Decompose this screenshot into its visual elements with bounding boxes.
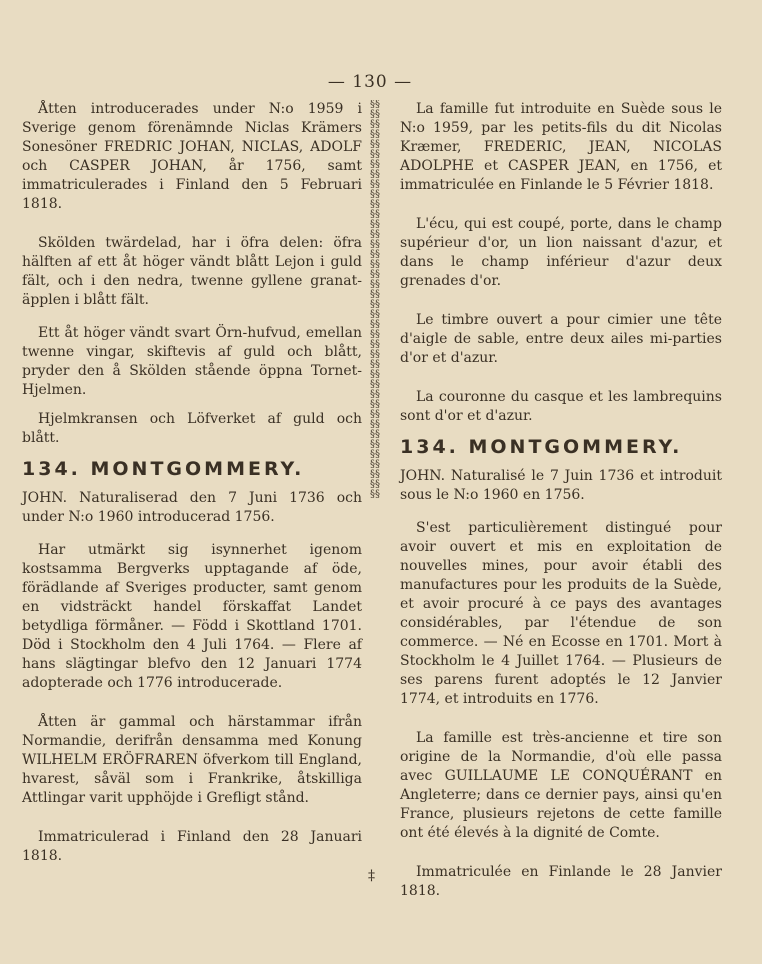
left-paragraph-3: Ett åt höger vändt svart Örn-hufvud, emellan twenne vingar, skiftevis af guld och blått, pryder den å Skölden stående öppna Tornet-Hjelmen. (22, 325, 362, 398)
swedish-column (22, 100, 362, 866)
right-paragraph-5: JOHN. Naturalisé le 7 Juin 1736 et introduit sous le N:o 1960 en 1756. (400, 468, 722, 503)
column-divider: §§§§§§§§§§§§§§§§§§§§§§§§§§§§§§§§§§§§§§§§§§§§§§§§§§§§§§§§§§§§§§§§§§§§§§§§§§§§§§§§ (370, 100, 380, 500)
right-paragraph-3: Le timbre ouvert a pour cimier une tête d'aigle de sable, entre deux ailes mi-parties d'or et d'azur. (400, 312, 722, 366)
right-paragraph-2: L'écu, qui est coupé, porte, dans le champ supérieur d'or, un lion naissant d'azur, et dans le champ inférieur d'azur deux grenades d'or. (400, 216, 722, 289)
left-paragraph-5: JOHN. Naturaliserad den 7 Juni 1736 och under N:o 1960 introducerad 1756. (22, 490, 362, 525)
right-heading: 134. MONTGOMMERY. (400, 436, 683, 458)
left-paragraph-8: Immatriculerad i Finland den 28 Januari 1818. (22, 829, 362, 864)
left-heading: 134. MONTGOMMERY. (22, 458, 305, 480)
left-paragraph-1: Åtten introducerades under N:o 1959 i Sverige genom förenämnde Niclas Krämers Sonesöner FREDRIC JOHAN, NICLAS, ADOLF och CASPER JOHAN, år 1756, samt immatriculerades i Finland den 5 Februari 1818. (22, 101, 362, 212)
left-paragraph-7: Åtten är gammal och härstammar ifrån Normandie, derifrån densamma med Konung WILHELM ERÖFRAREN öfverkom till England, hvarest, såväl som i Frankrike, åtskilliga Attlingar varit upphöjde i Grefligt stånd. (22, 714, 362, 806)
right-paragraph-8: Immatriculée en Finlande le 28 Janvier 1818. (400, 864, 722, 899)
left-paragraph-2: Skölden twärdelad, har i öfra delen: öfra hälften af ett åt höger vändt blått Lejon i guld fält, och i den nedra, twenne gyllene granat-äpplen i blått fält. (22, 235, 362, 308)
left-paragraph-4: Hjelmkransen och Löfverket af guld och blått. (22, 411, 362, 446)
right-paragraph-4: La couronne du casque et les lambrequins sont d'or et d'azur. (400, 389, 722, 424)
divider-end-icon: ‡ (368, 868, 375, 884)
left-paragraph-6: Har utmärkt sig isynnerhet igenom kostsamma Bergverks upptagande af öde, förädlande af Sveriges producter, samt genom en vidsträckt handel förskaffat Landet betydliga förmåner. — Född i Skottland 1701. Död i Stockholm den 4 Juli 1764. — Flere af hans slägtingar blefvo den 12 Januari 1774 adopterade och 1776 introducerade. (22, 542, 362, 691)
right-paragraph-1: La famille fut introduite en Suède sous le N:o 1959, par les petits-fils du dit Nicolas Kræmer, FREDERIC, JEAN, NICOLAS ADOLPHE et CASPER JEAN, en 1756, et immatriculée en Finlande le 5 Février 1818. (400, 101, 722, 193)
right-paragraph-7: La famille est très-ancienne et tire son origine de la Normandie, d'où elle passa avec GUILLAUME LE CONQUÉRANT en Angleterre; dans ce dernier pays, ainsi qu'en France, plusieurs rejetons de cette famille ont été élevés à la dignité de Comte. (400, 730, 722, 841)
right-paragraph-6: S'est particulièrement distingué pour avoir ouvert et mis en exploitation de nouvelles mines, pour avoir établi des manufactures pour les produits de la Suède, et avoir procuré à ce pays des avantages considérables, par l'étendue de son commerce. — Né en Ecosse en 1701. Mort à Stockholm le 4 Juillet 1764. — Plusieurs de ses parens furent adoptés le 12 Janvier 1774, et introduits en 1776. (400, 520, 722, 707)
french-column (400, 100, 722, 901)
page-number: — 130 — (327, 72, 413, 92)
